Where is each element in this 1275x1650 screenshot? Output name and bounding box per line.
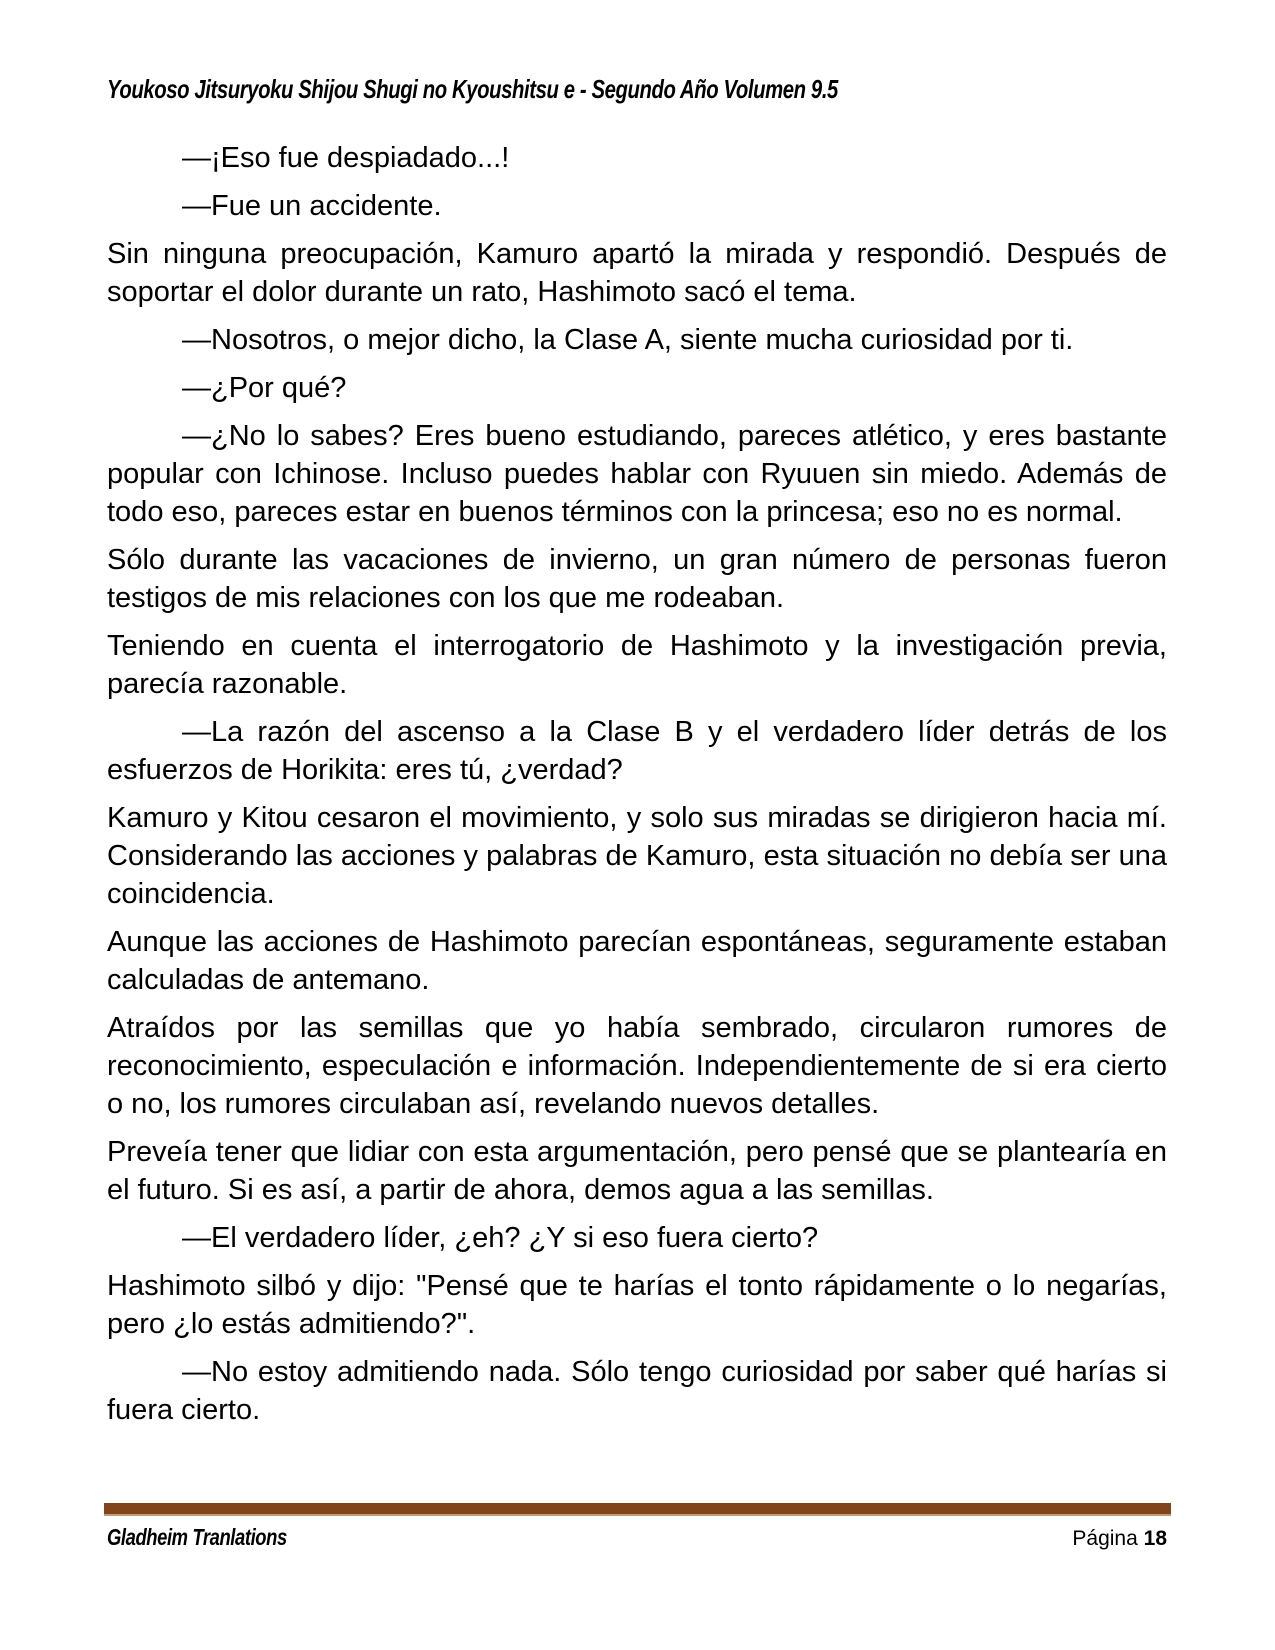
narration-paragraph: Atraídos por las semillas que yo había sembrado, circularon rumores de reconocimiento, especulación e información. Independientemente de si era cierto o no, los rumores circulaban así, revelando nuevos detalles. <box>107 1012 1167 1120</box>
dialogue-paragraph: —¿Por qué? <box>182 372 347 404</box>
page-body <box>107 139 1167 1439</box>
footer-page-number <box>1072 1524 1167 1554</box>
narration-paragraph: Aunque las acciones de Hashimoto parecían espontáneas, seguramente estaban calculadas de antemano. <box>107 926 1167 996</box>
dialogue-paragraph: —La razón del ascenso a la Clase B y el verdadero líder detrás de los esfuerzos de Horikita: eres tú, ¿verdad? <box>107 716 1167 786</box>
footer-page-label: Página <box>1072 1527 1138 1550</box>
dialogue-paragraph: —No estoy admitiendo nada. Sólo tengo curiosidad por saber qué harías si fuera cierto. <box>107 1356 1167 1426</box>
footer-rule <box>104 1503 1171 1516</box>
narration-paragraph: Preveía tener que lidiar con esta argumentación, pero pensé que se plantearía en el futuro. Si es así, a partir de ahora, demos agua a las semillas. <box>107 1136 1167 1206</box>
page-footer <box>107 1522 1167 1554</box>
narration-paragraph: Sólo durante las vacaciones de invierno, un gran número de personas fueron testigos de mis relaciones con los que me rodeaban. <box>107 544 1167 614</box>
narration-paragraph: Kamuro y Kitou cesaron el movimiento, y solo sus miradas se dirigieron hacia mí. Considerando las acciones y palabras de Kamuro, esta situación no debía ser una coincidencia. <box>107 802 1167 910</box>
dialogue-paragraph: —El verdadero líder, ¿eh? ¿Y si eso fuera cierto? <box>182 1222 819 1254</box>
page-header <box>107 74 1168 104</box>
footer-translator: Gladheim Tranlations <box>107 1524 287 1550</box>
header-title: Youkoso Jitsuryoku Shijou Shugi no Kyoushitsu e - Segundo Año Volumen 9.5 <box>107 74 838 104</box>
dialogue-paragraph: —¡Eso fue despiadado...! <box>182 142 510 174</box>
narration-paragraph: Hashimoto silbó y dijo: "Pensé que te harías el tonto rápidamente o lo negarías, pero ¿lo estás admitiendo?". <box>107 1270 1167 1340</box>
dialogue-paragraph: —Nosotros, o mejor dicho, la Clase A, siente mucha curiosidad por ti. <box>182 324 1074 356</box>
narration-paragraph: Teniendo en cuenta el interrogatorio de Hashimoto y la investigación previa, parecía razonable. <box>107 630 1167 700</box>
dialogue-paragraph: —Fue un accidente. <box>182 190 442 222</box>
narration-paragraph: Sin ninguna preocupación, Kamuro apartó la mirada y respondió. Después de soportar el dolor durante un rato, Hashimoto sacó el tema. <box>107 238 1167 308</box>
dialogue-paragraph: —¿No lo sabes? Eres bueno estudiando, pareces atlético, y eres bastante popular con Ichinose. Incluso puedes hablar con Ryuuen sin miedo. Además de todo eso, pareces estar en buenos términos con la princesa; eso no es normal. <box>107 420 1167 528</box>
footer-page-number-value: 18 <box>1143 1527 1167 1550</box>
